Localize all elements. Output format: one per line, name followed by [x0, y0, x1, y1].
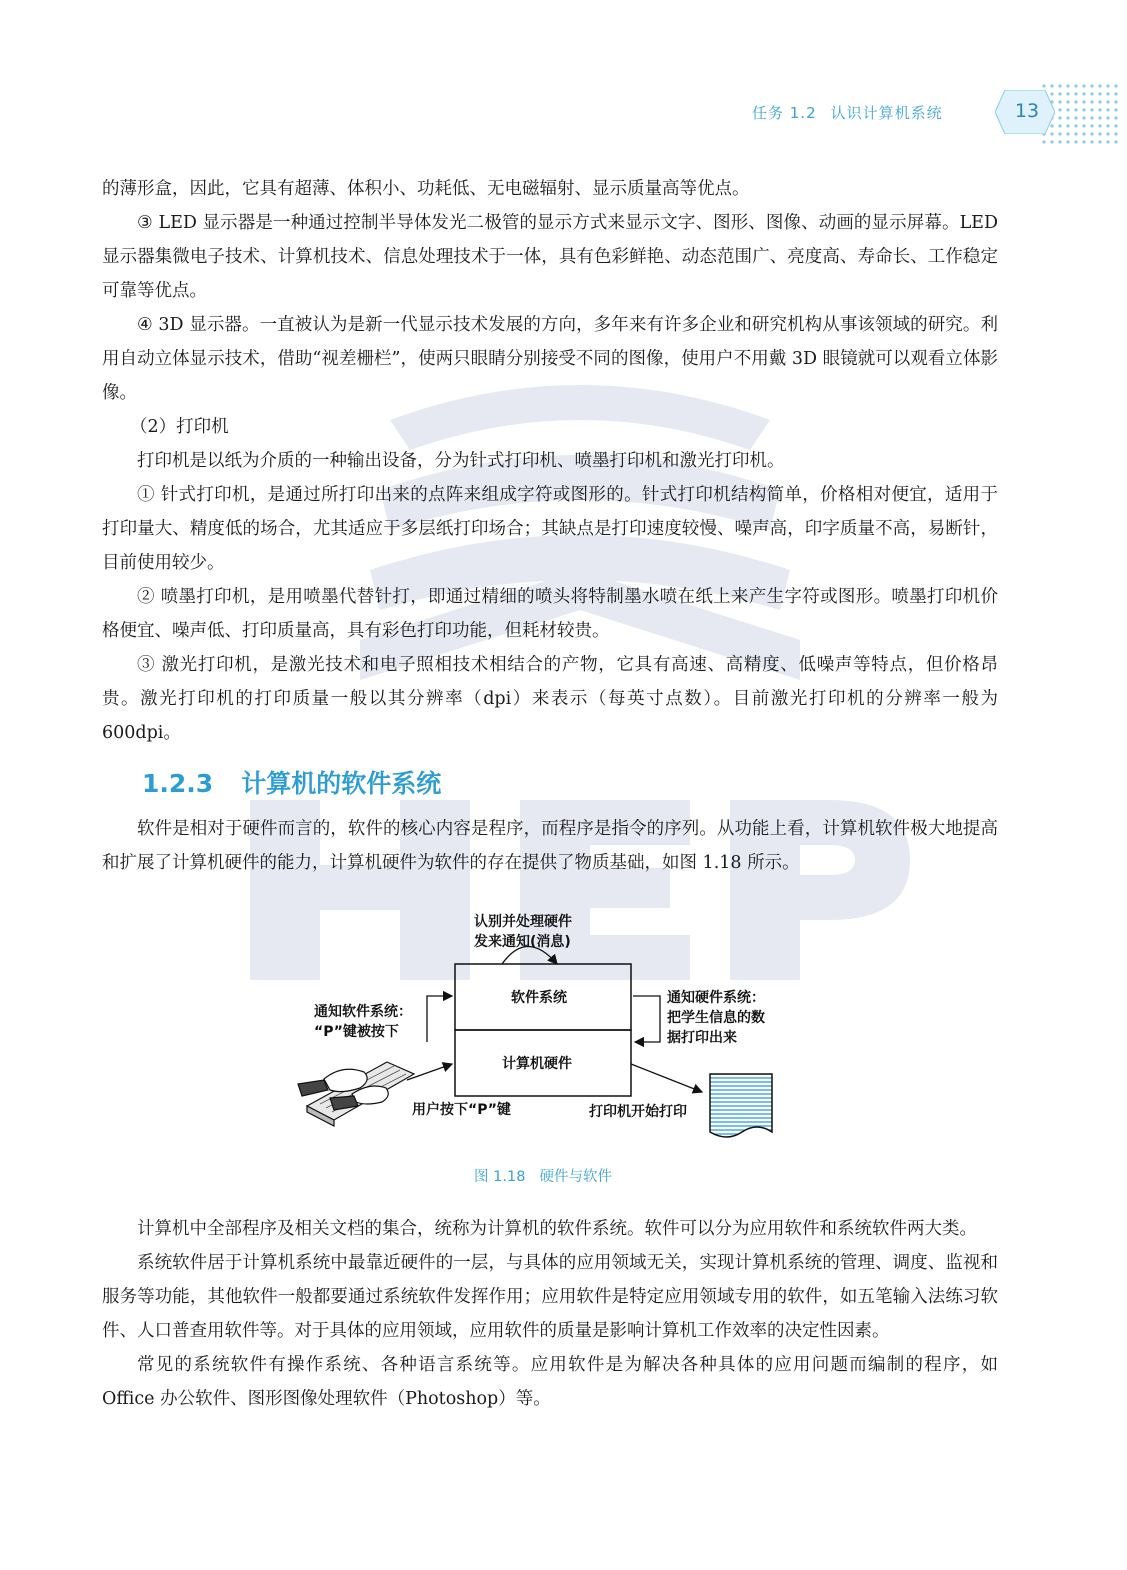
- figure-left-label: [314, 1002, 412, 1042]
- figure-top-label-line: 认别并处理硬件: [474, 914, 572, 930]
- figure-bottom-right-label: 打印机开始打印: [589, 1104, 687, 1120]
- header-title: 认识计算机系统: [830, 104, 943, 122]
- figure-caption-number: 图 1.18: [474, 1169, 526, 1185]
- body-paragraph: 软件是相对于硬件而言的，软件的核心内容是程序，而程序是指令的序列。从功能上看，计算机软件极大地提高和扩展了计算机硬件的能力，计算机硬件为软件的存在提供了物质基础，如图 1.18 所示。: [102, 819, 998, 873]
- body-paragraph: ② 喷墨打印机，是用喷墨代替针打，即通过精细的喷头将特制墨水喷在纸上来产生字符或图形。喷墨打印机价格便宜、噪声低、打印质量高，具有彩色打印功能，但耗材较贵。: [102, 587, 998, 641]
- figure-hardware-software: [102, 884, 998, 1164]
- software-system-label: 软件系统: [511, 990, 567, 1006]
- figure-right-label-line: 通知硬件系统：: [667, 990, 765, 1006]
- figure-bottom-left-label: 用户按下“P”键: [412, 1102, 511, 1118]
- figure-caption: [102, 1164, 998, 1190]
- figure-right-label-line: 据打印出来: [667, 1030, 737, 1046]
- body-paragraph: 系统软件居于计算机系统中最靠近硬件的一层，与具体的应用领域无关，实现计算机系统的管理、调度、监视和服务等功能，其他软件一般都要通过系统软件发挥作用；应用软件是特定应用领域专用的软件，如五笔输入法练习软件、人口普查用软件等。对于具体的应用领域，应用软件的质量是影响计算机工作效率的决定性因素。: [102, 1253, 998, 1341]
- body-paragraph: ③ 激光打印机，是激光技术和电子照相技术相结合的产物，它具有高速、高精度、低噪声等特点，但价格昂贵。激光打印机的打印质量一般以其分辨率（dpi）来表示（每英寸点数）。目前激光打印机的分辨率一般为 600dpi。: [102, 655, 998, 743]
- body-paragraph: ① 针式打印机，是通过所打印出来的点阵来组成字符或图形的。针式打印机结构简单，价格相对便宜，适用于打印量大、精度低的场合，尤其适应于多层纸打印场合；其缺点是打印速度较慢、噪声高，印字质量不高，易断针，目前使用较少。: [102, 485, 998, 573]
- keyboard-arrow: [407, 1064, 452, 1080]
- body-paragraph: ④ 3D 显示器。一直被认为是新一代显示技术发展的方向，多年来有许多企业和研究机构从事该领域的研究。利用自动立体显示技术，借助“视差栅栏”，使两只眼睛分别接受不同的图像，使用户不用戴 3D 眼镜就可以观看立体影像。: [102, 315, 998, 403]
- figure-caption-text: 硬件与软件: [539, 1169, 612, 1185]
- body-paragraph: ③ LED 显示器是一种通过控制半导体发光二极管的显示方式来显示文字、图形、图像、动画的显示屏幕。LED 显示器集微电子技术、计算机技术、信息处理技术于一体，具有色彩鲜艳、动态范围广、亮度高、寿命长、工作稳定可靠等优点。: [102, 213, 998, 301]
- left-notify-arrow: [427, 996, 452, 1042]
- page-body: [102, 172, 998, 1416]
- running-header: [752, 102, 957, 123]
- figure-left-label-line: 通知软件系统：: [314, 1004, 412, 1020]
- section-number: 1.2.3: [142, 769, 214, 798]
- figure-top-label-line: 发来通知(消息): [474, 934, 571, 950]
- body-paragraph: 的薄形盒，因此，它具有超薄、体积小、功耗低、无电磁辐射、显示质量高等优点。: [102, 179, 750, 199]
- header-section-number: 任务 1.2: [752, 104, 817, 122]
- subheading-printer: （2）打印机: [130, 417, 229, 437]
- printer-arrow: [631, 1064, 702, 1092]
- printer-paper-icon: [710, 1074, 772, 1137]
- section-title: 计算机的软件系统: [241, 769, 442, 798]
- figure-left-label-line: “P”键被按下: [314, 1024, 399, 1040]
- body-paragraph: 打印机是以纸为介质的一种输出设备，分为针式打印机、喷墨打印机和激光打印机。: [137, 451, 785, 471]
- right-notify-arrow: [633, 996, 660, 1042]
- figure-right-label: [667, 988, 765, 1048]
- keyboard-icon: [298, 1062, 414, 1126]
- body-paragraph: 计算机中全部程序及相关文档的集合，统称为计算机的软件系统。软件可以分为应用软件和系统软件两大类。: [137, 1219, 977, 1239]
- section-heading: [142, 762, 998, 806]
- figure-right-label-line: 把学生信息的数: [667, 1010, 765, 1026]
- page-number: 13: [1014, 100, 1040, 122]
- hardware-label: 计算机硬件: [502, 1056, 572, 1072]
- body-paragraph: 常见的系统软件有操作系统、各种语言系统等。应用软件是为解决各种具体的应用问题而编制的程序，如 Office 办公软件、图形图像处理软件（Photoshop）等。: [102, 1355, 998, 1409]
- figure-top-label: [474, 912, 572, 952]
